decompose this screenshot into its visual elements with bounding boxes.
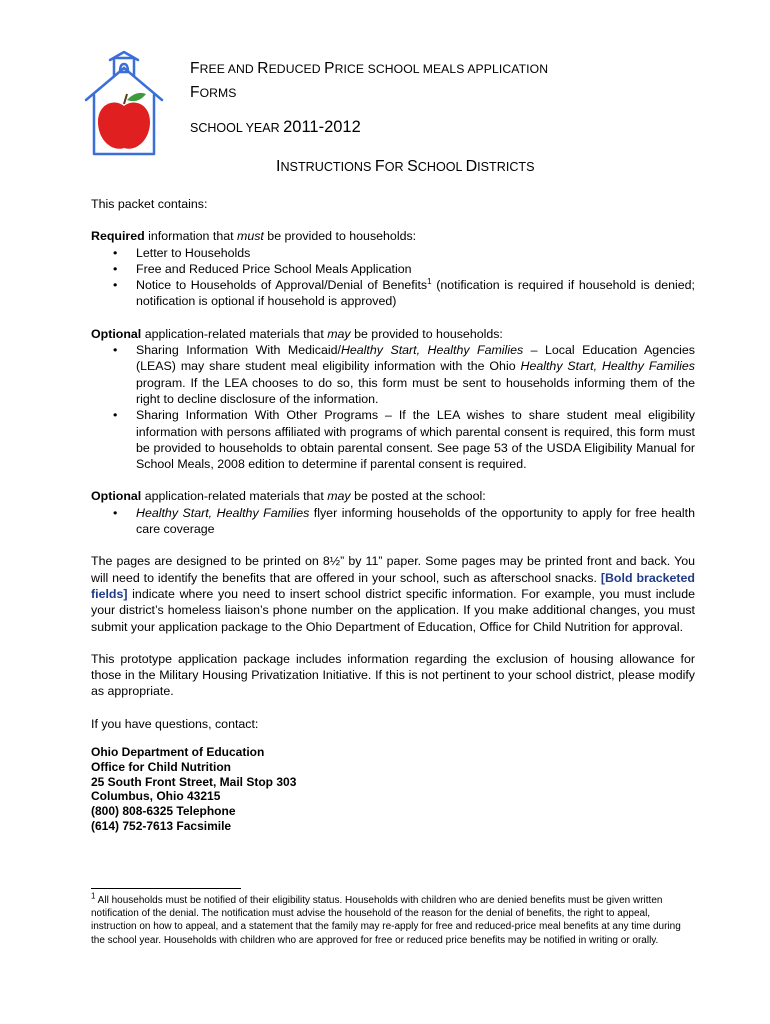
footnote-divider	[91, 888, 241, 889]
contact-block	[91, 745, 695, 834]
document-body	[91, 196, 695, 834]
optional-list-2	[91, 505, 695, 538]
list-item: • Free and Reduced Price School Meals Application	[113, 261, 412, 276]
intro-text: This packet contains:	[91, 197, 208, 211]
footnote: $^1$ All households must be notified of their eligibility status. Households with children who are denied benefits must be given written notification of the denial. The notification must advise the household of the reason for the denial of benefits, the right to appeal, instruction on how to appeal, and a statement that the family may re-apply for free and reduced-price meal benefits at any time during the school year. Households with children who are approved for free or reduced price benefits may be notified in writing or orally.	[91, 891, 681, 946]
contact-line: (614) 752-7613 Facsimile	[91, 819, 232, 833]
housing-paragraph: This prototype application package includes information regarding the exclusion of housing allowance for those in the Military Housing Privatization Initiative. If this is not pertinent to your school district, please modify as appropriate.	[91, 651, 695, 699]
contact-line: Columbus, Ohio 43215	[91, 789, 221, 804]
optional-list-1	[91, 342, 695, 472]
optional-lead-1: Optional application-related materials that may be provided to households:	[91, 326, 503, 341]
apple-stem	[124, 94, 127, 104]
questions-text: If you have questions, contact:	[91, 716, 259, 731]
footnote-ref: 1	[427, 277, 432, 287]
list-item: • Letter to Households	[113, 245, 251, 260]
apple-leaf	[127, 93, 146, 101]
pages-paragraph: The pages are designed to be printed on 8½” by 11” paper. Some pages may be printed front and back. You will need to identify the benefits that are offered in your school, such as afterschool snacks. [Bold bracketed fields] indicate where you need to insert school district specific information. For example, you must include your district’s homeless liaison’s phone number on the application. If you make additional changes, you must submit your application package to the Ohio Department of Education, Office for Child Nutrition for approval.	[91, 554, 695, 634]
contact-line: (800) 808-6325 Telephone	[91, 804, 236, 819]
required-lead: Required information that must be provided to households:	[91, 229, 417, 244]
list-item: • Sharing Information With Other Programs – If the LEA wishes to share student meal eligibility information with persons affiliated with programs of which parental consent is required, this form must be provided to households to obtain parental consent. See page 53 of the USDA Eligibility Manual for School Meals, 2008 edition to determine if parental consent is required.	[113, 408, 695, 472]
required-list	[91, 245, 695, 310]
document-title: FREE AND REDUCED PRICE SCHOOL MEALS APPLICATION FORMS	[190, 60, 549, 101]
list-item: • Healthy Start, Healthy Families flyer informing households of the opportunity to apply for free health care coverage	[113, 505, 695, 537]
list-item: • Sharing Information With Medicaid/Healthy Start, Healthy Families – Local Education Agencies (LEAS) may share student meal eligibility information with the Ohio Healthy Start, Healthy Families program. If the LEA chooses to do so, this form must be sent to households informing them of the right to decline disclosure of the information.	[113, 343, 695, 406]
apple	[98, 103, 150, 149]
instructions-heading: INSTRUCTIONS FOR SCHOOL DISTRICTS	[276, 158, 535, 175]
contact-line: 25 South Front Street, Mail Stop 303	[91, 774, 297, 789]
contact-line: Ohio Department of Education	[91, 745, 265, 760]
house-roof-left	[86, 68, 124, 100]
contact-line: Office for Child Nutrition	[91, 759, 231, 774]
optional-lead-2: Optional application-related materials that may be posted at the school:	[91, 489, 486, 504]
school-year: SCHOOL YEAR 2011-2012	[190, 118, 361, 136]
list-item: • Notice to Households of Approval/Denial of Benefits$^1$ (notification is required if household is denied; notification is optional if household is approved)	[113, 277, 695, 309]
schoolhouse-apple-logo	[78, 50, 170, 158]
